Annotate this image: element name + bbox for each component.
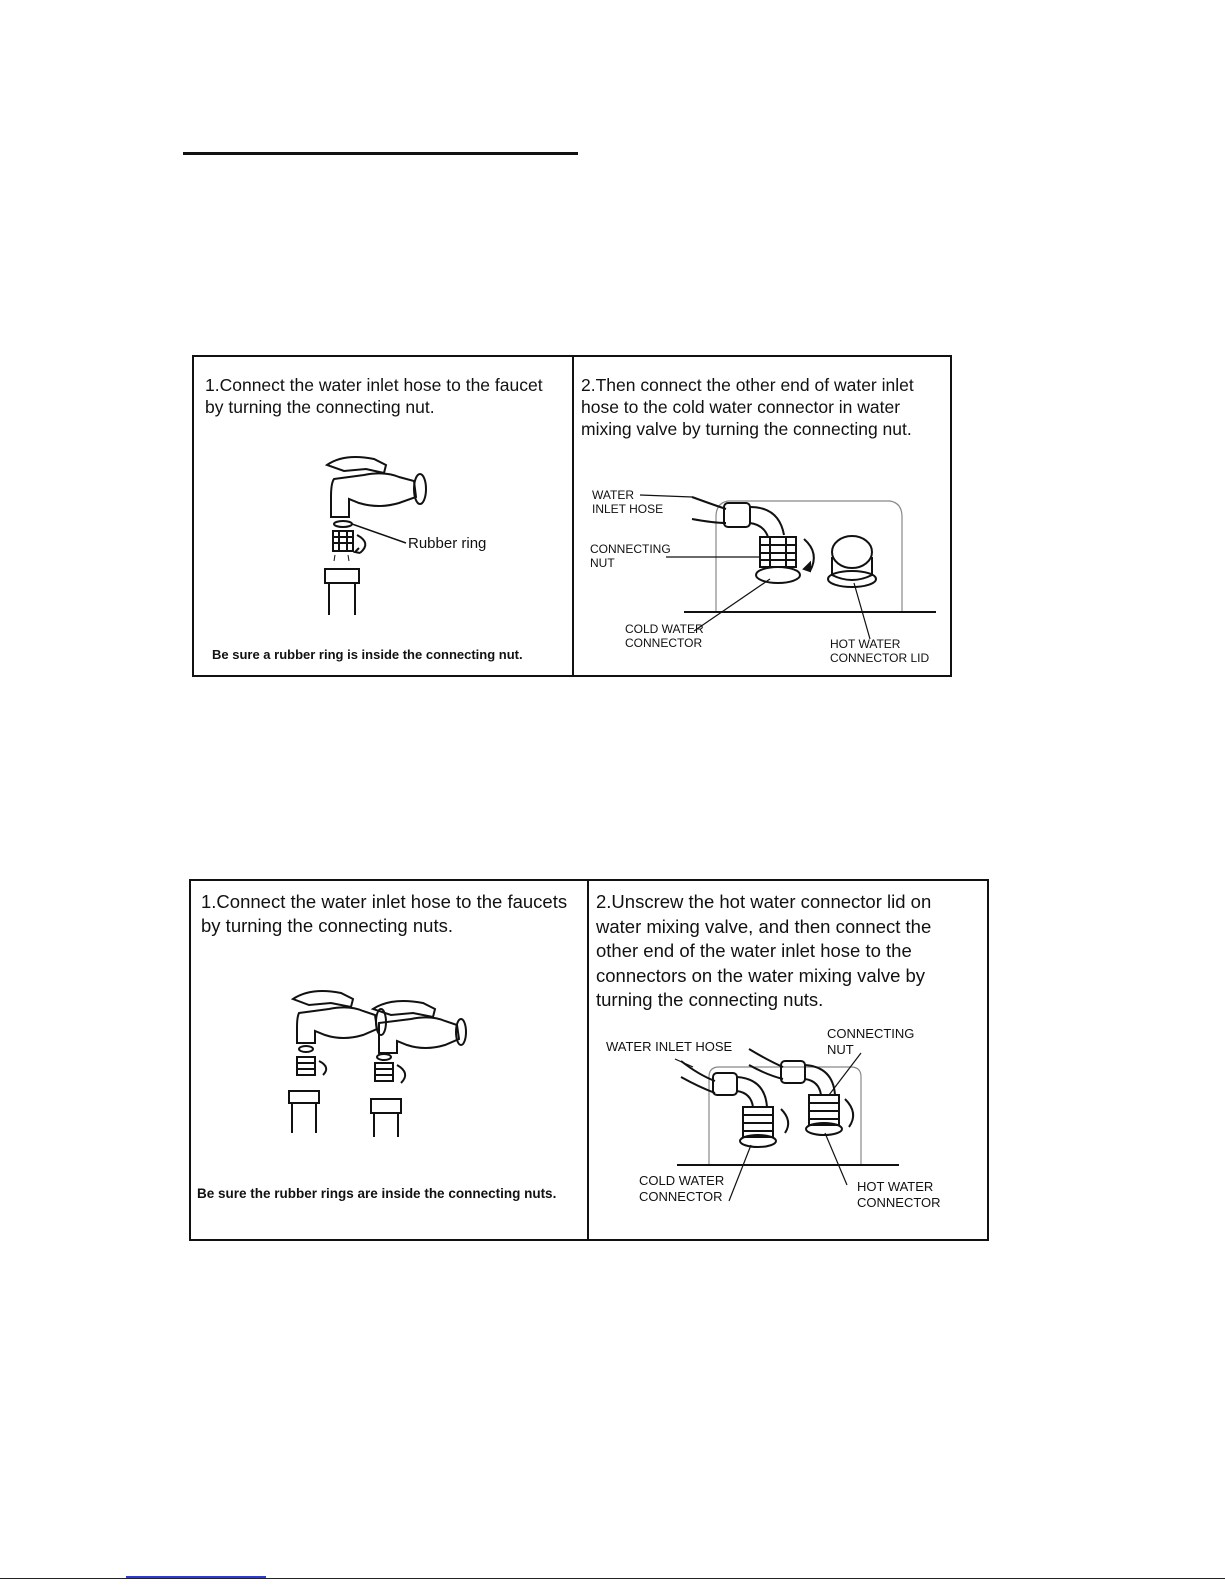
hot-water-connector-label: HOT WATER CONNECTOR xyxy=(857,1179,941,1210)
step1-note: Be sure a rubber ring is inside the connecting nut. xyxy=(212,647,523,662)
panel-step2 xyxy=(589,881,989,1239)
panel-step2 xyxy=(574,357,952,675)
section-heading-underline xyxy=(183,152,578,155)
connecting-nut-label: CONNECTING NUT xyxy=(827,1026,915,1057)
rubber-ring-label: Rubber ring xyxy=(408,535,487,552)
connecting-nut-label: CONNECTING NUT xyxy=(590,542,671,570)
hot-water-connector-lid-label: HOT WATER CONNECTOR LID xyxy=(830,637,930,665)
step1-note: Be sure the rubber rings are inside the connecting nuts. xyxy=(197,1186,557,1201)
footer-link-underline xyxy=(126,1576,266,1578)
instruction-box-dual-faucet xyxy=(189,879,989,1241)
panel-step1 xyxy=(191,881,587,1239)
cold-water-connector-label: COLD WATER CONNECTOR xyxy=(625,622,704,650)
step2-text: 2.Unscrew the hot water connector lid on water mixing valve, and then connect the other end of the water inlet hose to the connectors on the water mixing valve by turning the connecting nuts. xyxy=(596,891,932,1010)
faucet-with-hose-illustration xyxy=(194,357,572,679)
panel-step1 xyxy=(194,357,572,675)
step1-text: 1.Connect the water inlet hose to the faucet by turning the connecting nut. xyxy=(205,375,543,417)
water-inlet-hose-label: WATER INLET HOSE xyxy=(606,1039,733,1054)
water-inlet-hose-label: WATER INLET HOSE xyxy=(592,488,664,516)
cold-water-connector-label: COLD WATER CONNECTOR xyxy=(639,1173,725,1204)
step1-text: 1.Connect the water inlet hose to the faucets by turning the connecting nuts. xyxy=(201,891,568,936)
instruction-box-single-faucet xyxy=(192,355,952,677)
step2-text: 2.Then connect the other end of water inlet hose to the cold water connector in water mixing valve by turning the connecting nut. xyxy=(581,375,914,439)
footer-rule xyxy=(0,1578,1225,1579)
